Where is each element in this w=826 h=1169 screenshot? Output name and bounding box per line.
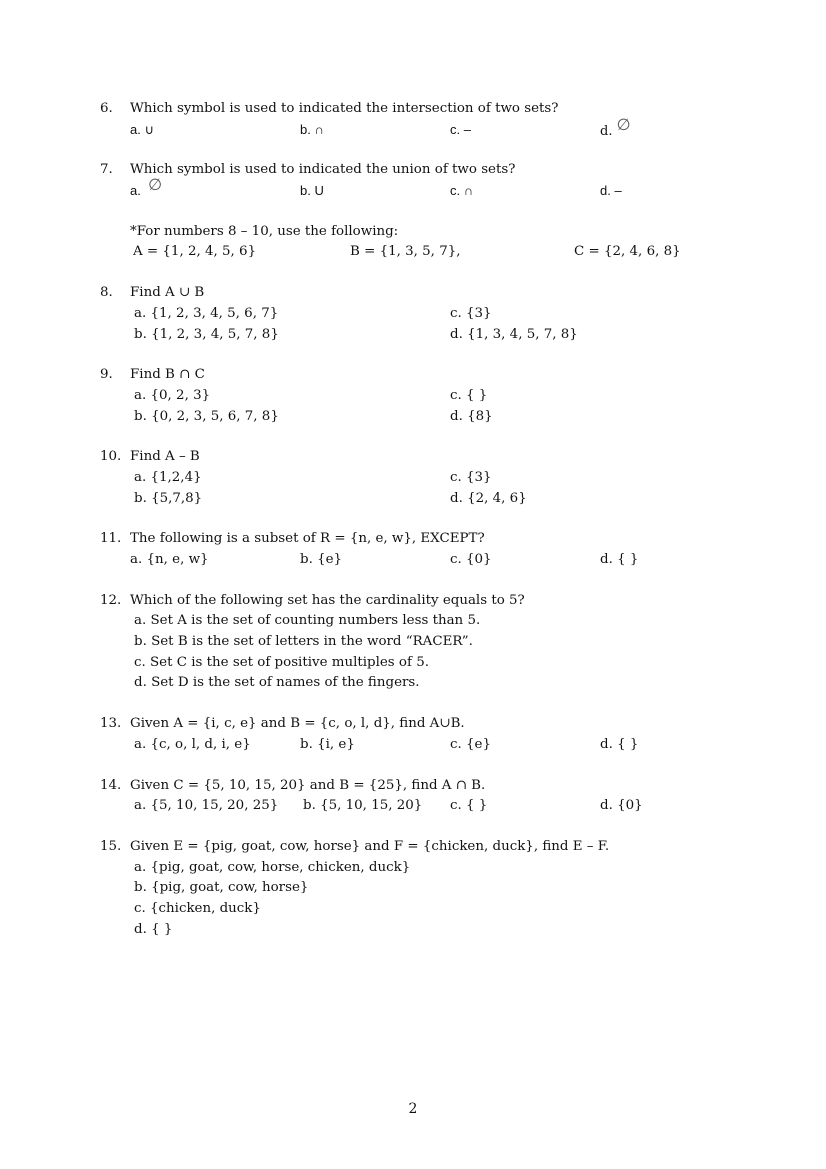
question-number: 9.	[100, 367, 113, 383]
option-a: a. {n, e, w}	[130, 552, 209, 567]
option-d: d. –	[600, 183, 622, 199]
question-number: 10.	[100, 449, 122, 465]
question-15	[100, 837, 720, 858]
option-b: b. ∩	[300, 121, 324, 137]
options-9-row2	[100, 407, 720, 428]
option-row	[100, 858, 720, 879]
question-number: 6.	[100, 101, 113, 116]
options-6	[100, 114, 720, 141]
option-b: b. {5,7,8}	[134, 490, 203, 506]
options-10-row1	[100, 468, 720, 489]
options-7	[100, 177, 720, 202]
option-c: c. Set C is the set of positive multiples of 5.	[134, 654, 429, 670]
option-b: b. Set B is the set of letters in the word “RACER”.	[134, 634, 473, 650]
option-c: c. { }	[450, 798, 488, 814]
option-row	[100, 653, 720, 674]
options-8-row1	[100, 304, 720, 325]
option-c: c. ∩	[450, 183, 474, 199]
question-number: 15.	[100, 838, 122, 854]
option-b: b. {5, 10, 15, 20}	[303, 798, 423, 814]
empty-set-icon: ∅	[148, 177, 163, 195]
question-13	[100, 714, 720, 735]
option-a: a. {1,2,4}	[134, 469, 202, 485]
set-a: A = {1, 2, 4, 5, 6}	[133, 244, 257, 260]
question-text: Find A – B	[130, 449, 200, 465]
empty-set-icon: ∅	[616, 114, 631, 134]
option-row	[100, 878, 720, 899]
option-row	[100, 673, 720, 694]
option-row	[100, 899, 720, 920]
option-a: a. {1, 2, 3, 4, 5, 6, 7}	[134, 305, 279, 321]
question-text: Which of the following set has the cardinality equals to 5?	[130, 592, 525, 608]
option-d: d. {2, 4, 6}	[450, 490, 527, 506]
option-c: c. { }	[450, 387, 488, 403]
options-10-row2	[100, 489, 720, 510]
options-14	[100, 796, 720, 817]
question-number: 13.	[100, 716, 122, 732]
option-d-label: d.	[600, 123, 613, 139]
option-row	[100, 632, 720, 653]
page-number: 2	[408, 1101, 418, 1117]
options-11	[100, 550, 720, 571]
option-a	[130, 177, 163, 202]
question-text: Find B ∩ C	[130, 367, 205, 383]
options-9-row1	[100, 386, 720, 407]
option-d: d. {8}	[450, 408, 493, 424]
option-d: d. { }	[600, 552, 639, 567]
question-text: Which symbol is used to indicated the union of two sets?	[130, 162, 516, 178]
question-number: 14.	[100, 777, 122, 793]
option-a: a. {pig, goat, cow, horse, chicken, duck}	[134, 859, 411, 875]
note-text: *For numbers 8 – 10, use the following:	[130, 223, 399, 239]
option-d	[600, 114, 631, 143]
question-text: Find A ∪ B	[130, 285, 205, 301]
option-a: a. {c, o, l, d, i, e}	[134, 736, 251, 752]
question-number: 12.	[100, 592, 122, 608]
question-9	[100, 365, 720, 386]
option-c: c. {3}	[450, 305, 492, 321]
question-8	[100, 283, 720, 304]
option-d: d. { }	[134, 921, 173, 937]
question-list	[100, 99, 720, 940]
options-8-row2	[100, 325, 720, 346]
question-text: Given E = {pig, goat, cow, horse} and F = {chicken, duck}, find E – F.	[130, 838, 610, 854]
question-number: 7.	[100, 162, 113, 178]
option-a: a. {5, 10, 15, 20, 25}	[134, 798, 279, 814]
question-text: The following is a subset of R = {n, e, w}, EXCEPT?	[130, 531, 485, 547]
option-a: a. Set A is the set of counting numbers less than 5.	[134, 613, 481, 629]
option-c: c. {0}	[450, 552, 492, 567]
question-14	[100, 776, 720, 797]
question-11	[100, 529, 720, 550]
question-12	[100, 591, 720, 612]
question-7	[100, 160, 720, 181]
option-b: b. {pig, goat, cow, horse}	[134, 880, 309, 896]
option-a: a. {0, 2, 3}	[134, 387, 211, 403]
set-b: B = {1, 3, 5, 7},	[350, 244, 461, 260]
option-c: c. –	[450, 121, 471, 137]
options-13	[100, 735, 720, 756]
option-d: d. {0}	[600, 798, 643, 814]
question-text: Given A = {i, c, e} and B = {c, o, l, d}, find A∪B.	[130, 716, 465, 732]
option-a-label: a.	[130, 183, 141, 199]
option-b: b. U	[300, 183, 324, 199]
option-row	[100, 920, 720, 941]
option-row	[100, 611, 720, 632]
option-b: b. {i, e}	[300, 736, 355, 752]
option-b: b. {0, 2, 3, 5, 6, 7, 8}	[134, 408, 279, 424]
option-d: d. { }	[600, 736, 639, 752]
question-number: 11.	[100, 531, 122, 547]
option-b: b. {e}	[300, 552, 343, 567]
question-text: Given C = {5, 10, 15, 20} and B = {25}, find A ∩ B.	[130, 777, 486, 793]
set-c: C = {2, 4, 6, 8}	[574, 244, 681, 260]
set-definitions	[100, 242, 720, 263]
option-c: c. {e}	[450, 736, 491, 752]
instruction-note	[100, 222, 720, 243]
option-b: b. {1, 2, 3, 4, 5, 7, 8}	[134, 326, 279, 342]
option-d: d. {1, 3, 4, 5, 7, 8}	[450, 326, 578, 342]
option-c: c. {chicken, duck}	[134, 900, 261, 916]
question-10	[100, 447, 720, 468]
option-a: a. ∪	[130, 121, 154, 137]
option-d: d. Set D is the set of names of the fingers.	[134, 675, 420, 691]
question-text: Which symbol is used to indicated the intersection of two sets?	[130, 101, 559, 116]
option-c: c. {3}	[450, 469, 492, 485]
question-number: 8.	[100, 285, 113, 301]
